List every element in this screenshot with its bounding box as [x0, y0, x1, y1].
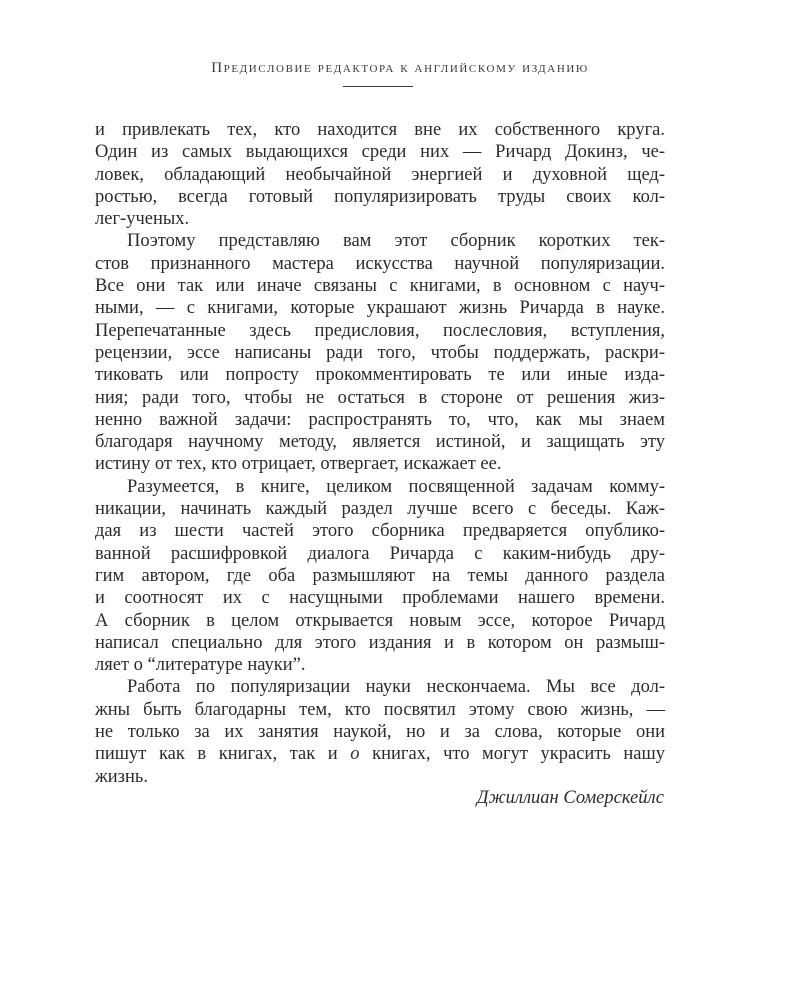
text-line: лег-ученых.	[95, 209, 190, 230]
text-line: дая из шести частей этого сборника предваряется опублико-	[95, 521, 665, 542]
text-line: ния; ради того, чтобы не остаться в стороне от решения жиз-	[95, 387, 665, 408]
text-line: ными, — с книгами, которые украшают жизнь Ричарда в науке.	[95, 298, 665, 319]
text-line: и соотносят их с насущными проблемами нашего времени.	[95, 588, 665, 609]
text-line: и привлекать тех, кто находится вне их собственного круга.	[95, 120, 665, 140]
body-text	[95, 119, 665, 788]
text-line: стов признанного мастера искусства научной популяризации.	[95, 253, 665, 274]
text-line: гим автором, где оба размышляют на темы данного раздела	[95, 565, 665, 586]
text-line: тиковать или попросту прокомментировать те или иные изда-	[95, 365, 665, 386]
text-line: ростью, всегда готовый популяризировать труды своих кол-	[95, 186, 665, 207]
author-signature: Джиллиан Сомерскейлс	[476, 788, 664, 808]
text-line: Перепечатанные здесь предисловия, послесловия, вступления,	[95, 320, 665, 341]
text-line: жизнь.	[95, 766, 148, 787]
running-header: Предисловие редактора к английскому изданию	[211, 60, 589, 76]
text-line: А сборник в целом открывается новым эссе, которое Ричард	[95, 610, 665, 631]
text-line: рецензии, эссе написаны ради того, чтобы поддержать, раскри-	[95, 342, 665, 363]
text-line: ненно важной задачи: распространять то, что, как мы знаем	[95, 409, 665, 430]
text-line: ляет о “литературе науки”.	[95, 655, 306, 676]
text-line: Все они так или иначе связаны с книгами, в основном с науч-	[95, 276, 665, 297]
text-line: ванной расшифровкой диалога Ричарда с каким-нибудь дру-	[95, 543, 665, 564]
header-rule	[343, 86, 413, 87]
text-line: написал специально для этого издания и в котором он размыш-	[95, 632, 665, 653]
text-line: ловек, обладающий необычайной энергией и духовной щед-	[95, 164, 665, 185]
text-line: жны быть благодарны тем, кто посвятил этому свою жизнь, —	[95, 699, 665, 720]
text-line-with-emphasis	[95, 743, 665, 765]
text-fragment: пишут как в книгах, так и	[95, 744, 338, 765]
text-line: Один из самых выдающихся среди них — Ричард Докинз, че-	[95, 142, 665, 163]
text-fragment: книгах, что могут украсить нашу	[372, 744, 665, 765]
emphasized-word: о	[350, 744, 360, 765]
text-line: Работа по популяризации науки нескончаема. Мы все дол-	[127, 677, 665, 698]
text-line: Разумеется, в книге, целиком посвященной задачам комму-	[127, 476, 665, 497]
text-line: истину от тех, кто отрицает, отвергает, искажает ее.	[95, 454, 502, 475]
text-line: никации, начинать каждый раздел лучше всего с беседы. Каж-	[95, 499, 665, 520]
text-line: не только за их занятия наукой, но и за слова, которые они	[95, 722, 665, 743]
text-line: Поэтому представляю вам этот сборник коротких тек-	[127, 231, 665, 252]
text-line: благодаря научному методу, является истиной, и защищать эту	[95, 432, 665, 453]
